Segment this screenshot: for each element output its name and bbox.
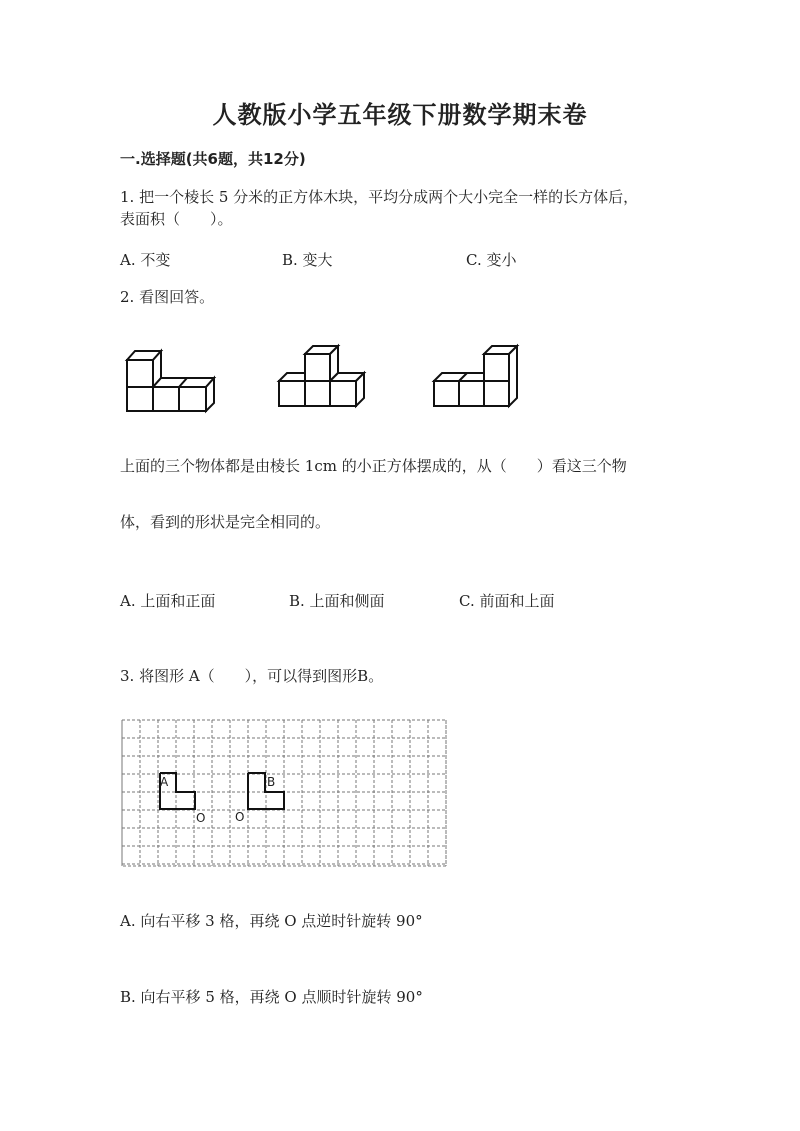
cube-figure-3 — [430, 342, 530, 414]
q2-text-line1: 上面的三个物体都是由棱长 1cm 的小正方体摆成的，从（ ）看这三个物 — [120, 457, 627, 475]
q2-stem: 2. 看图回答。 — [120, 288, 215, 306]
q3-option-b[interactable]: B. 向右平移 5 格，再绕 O 点顺时针旋转 90° — [120, 988, 423, 1006]
cube-figure-2 — [275, 342, 375, 414]
q1-option-b[interactable]: B. 变大 — [282, 251, 333, 269]
label-o-left: O — [196, 811, 206, 825]
label-b: B — [267, 775, 276, 789]
q2-option-c[interactable]: C. 前面和上面 — [459, 592, 555, 610]
q3-stem: 3. 将图形 A（ ），可以得到图形B。 — [120, 667, 384, 685]
q1-option-a[interactable]: A. 不变 — [120, 251, 171, 269]
label-a: A — [160, 775, 169, 789]
q2-option-a[interactable]: A. 上面和正面 — [120, 592, 216, 610]
q2-text-line2: 体，看到的形状是完全相同的。 — [120, 513, 331, 531]
q1-option-c[interactable]: C. 变小 — [466, 251, 517, 269]
q3-option-a[interactable]: A. 向右平移 3 格，再绕 O 点逆时针旋转 90° — [120, 912, 423, 930]
label-o-right: O — [235, 810, 245, 824]
page-title: 人教版小学五年级下册数学期末卷 — [212, 101, 588, 129]
shape-b — [248, 773, 284, 809]
grid-figure — [120, 718, 448, 868]
q2-option-b[interactable]: B. 上面和侧面 — [289, 592, 385, 610]
section-heading: 一.选择题(共6题，共12分) — [120, 150, 306, 168]
q1-stem-line1: 1. 把一个棱长 5 分米的正方体木块，平均分成两个大小完全一样的长方体后， — [120, 188, 639, 206]
cube-figure-1 — [120, 345, 220, 415]
q1-stem-line2: 表面积（ ）。 — [120, 210, 233, 228]
